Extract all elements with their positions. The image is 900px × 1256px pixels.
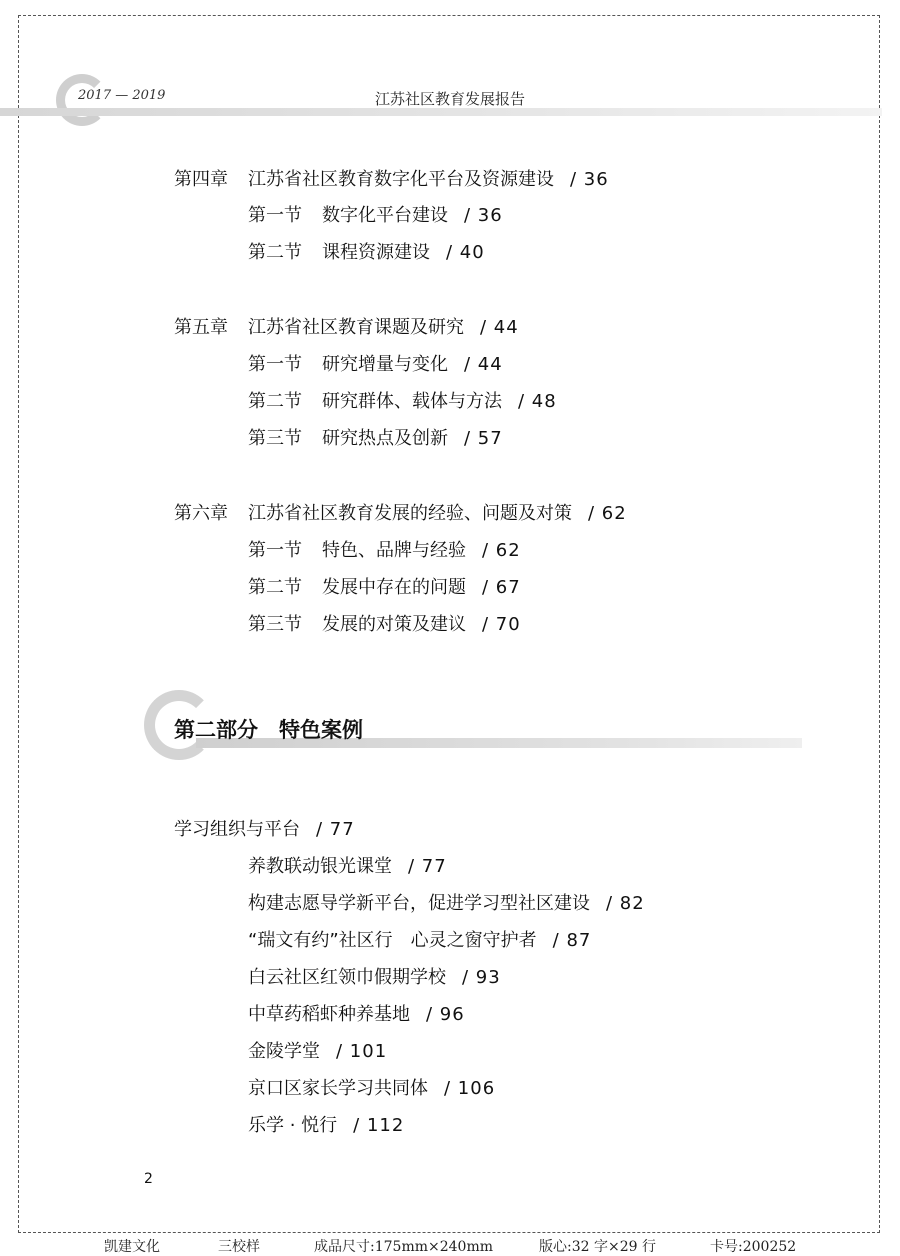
- header-title: 江苏社区教育发展报告: [374, 90, 525, 108]
- toc-section[interactable]: [248, 577, 521, 599]
- item-title: 中草药稻虾种养基地: [248, 1004, 410, 1025]
- item-page: / 101: [336, 1041, 388, 1062]
- group-page: / 77: [316, 819, 355, 840]
- chapter-page: / 62: [588, 503, 627, 524]
- section-label: 第一节: [248, 540, 302, 561]
- section-label: 第二节: [248, 391, 302, 412]
- section-page: / 48: [518, 391, 557, 412]
- section-page: / 67: [482, 577, 521, 598]
- section-label: 第一节: [248, 205, 302, 226]
- item-title: 乐学 · 悦行: [248, 1115, 338, 1136]
- section-page: / 40: [446, 242, 485, 263]
- toc-chapter-5[interactable]: [174, 317, 519, 339]
- section-page: / 57: [464, 428, 503, 449]
- item-page: / 77: [408, 856, 447, 877]
- item-title: 白云社区红领巾假期学校: [248, 967, 446, 988]
- toc-group[interactable]: [174, 819, 355, 841]
- section-title: 研究增量与变化: [322, 354, 448, 375]
- toc-section[interactable]: [248, 354, 503, 376]
- toc-item[interactable]: [248, 967, 501, 989]
- section-title: 研究热点及创新: [322, 428, 448, 449]
- footer-card: 卡号:200252: [710, 1239, 797, 1255]
- item-title: 养教联动银光课堂: [248, 856, 392, 877]
- section-title: 特色、品牌与经验: [322, 540, 466, 561]
- toc-item[interactable]: [248, 893, 645, 915]
- page-number: 2: [144, 1171, 153, 1187]
- item-title: 构建志愿导学新平台，促进学习型社区建设: [248, 893, 590, 914]
- toc-item[interactable]: [248, 1078, 495, 1100]
- section-page: / 44: [464, 354, 503, 375]
- section-page: / 62: [482, 540, 521, 561]
- toc-item[interactable]: [248, 1004, 465, 1026]
- toc-chapter-6[interactable]: [174, 503, 627, 525]
- footer-proof: 三校样: [218, 1239, 260, 1255]
- toc-item[interactable]: [248, 1115, 404, 1137]
- group-title: 学习组织与平台: [174, 819, 300, 840]
- chapter-label: 第五章: [174, 317, 228, 338]
- chapter-label: 第四章: [174, 169, 228, 190]
- section-title: 发展中存在的问题: [322, 577, 466, 598]
- item-page: / 106: [444, 1078, 496, 1099]
- toc-section[interactable]: [248, 205, 503, 227]
- item-page: / 96: [426, 1004, 465, 1025]
- toc-section[interactable]: [248, 242, 485, 264]
- footer-company: 凯建文化: [104, 1239, 160, 1255]
- print-footer: [0, 1236, 900, 1256]
- section-label: 第三节: [248, 614, 302, 635]
- toc-section[interactable]: [248, 540, 521, 562]
- item-title: 京口区家长学习共同体: [248, 1078, 428, 1099]
- toc-item[interactable]: [248, 856, 447, 878]
- item-title: 金陵学堂: [248, 1041, 320, 1062]
- toc-chapter-4[interactable]: [174, 169, 609, 191]
- item-page: / 93: [462, 967, 501, 988]
- section-label: 第二节: [248, 577, 302, 598]
- chapter-page: / 44: [480, 317, 519, 338]
- item-page: / 82: [606, 893, 645, 914]
- section-title: 发展的对策及建议: [322, 614, 466, 635]
- chapter-page: / 36: [570, 169, 609, 190]
- item-page: / 87: [552, 930, 592, 951]
- section-page: / 70: [482, 614, 521, 635]
- chapter-title: 江苏省社区教育数字化平台及资源建设: [248, 169, 554, 190]
- footer-size: 成品尺寸:175mm×240mm: [314, 1239, 493, 1255]
- part-title: 第二部分 特色案例: [174, 717, 363, 742]
- section-page: / 36: [464, 205, 503, 226]
- toc-section[interactable]: [248, 391, 557, 413]
- chapter-title: 江苏省社区教育课题及研究: [248, 317, 464, 338]
- footer-layout: 版心:32 字×29 行: [539, 1239, 656, 1255]
- toc-item[interactable]: [248, 930, 591, 952]
- item-page: / 112: [353, 1115, 405, 1136]
- item-title: “瑞文有约”社区行 心灵之窗守护者: [248, 930, 537, 951]
- section-title: 数字化平台建设: [322, 205, 448, 226]
- section-title: 课程资源建设: [322, 242, 430, 263]
- toc-item[interactable]: [248, 1041, 387, 1063]
- section-title: 研究群体、载体与方法: [322, 391, 502, 412]
- toc-section[interactable]: [248, 428, 503, 450]
- chapter-label: 第六章: [174, 503, 228, 524]
- toc-section[interactable]: [248, 614, 521, 636]
- section-label: 第二节: [248, 242, 302, 263]
- section-label: 第三节: [248, 428, 302, 449]
- header-years: 2017 — 2019: [78, 88, 166, 103]
- section-label: 第一节: [248, 354, 302, 375]
- chapter-title: 江苏省社区教育发展的经验、问题及对策: [248, 503, 572, 524]
